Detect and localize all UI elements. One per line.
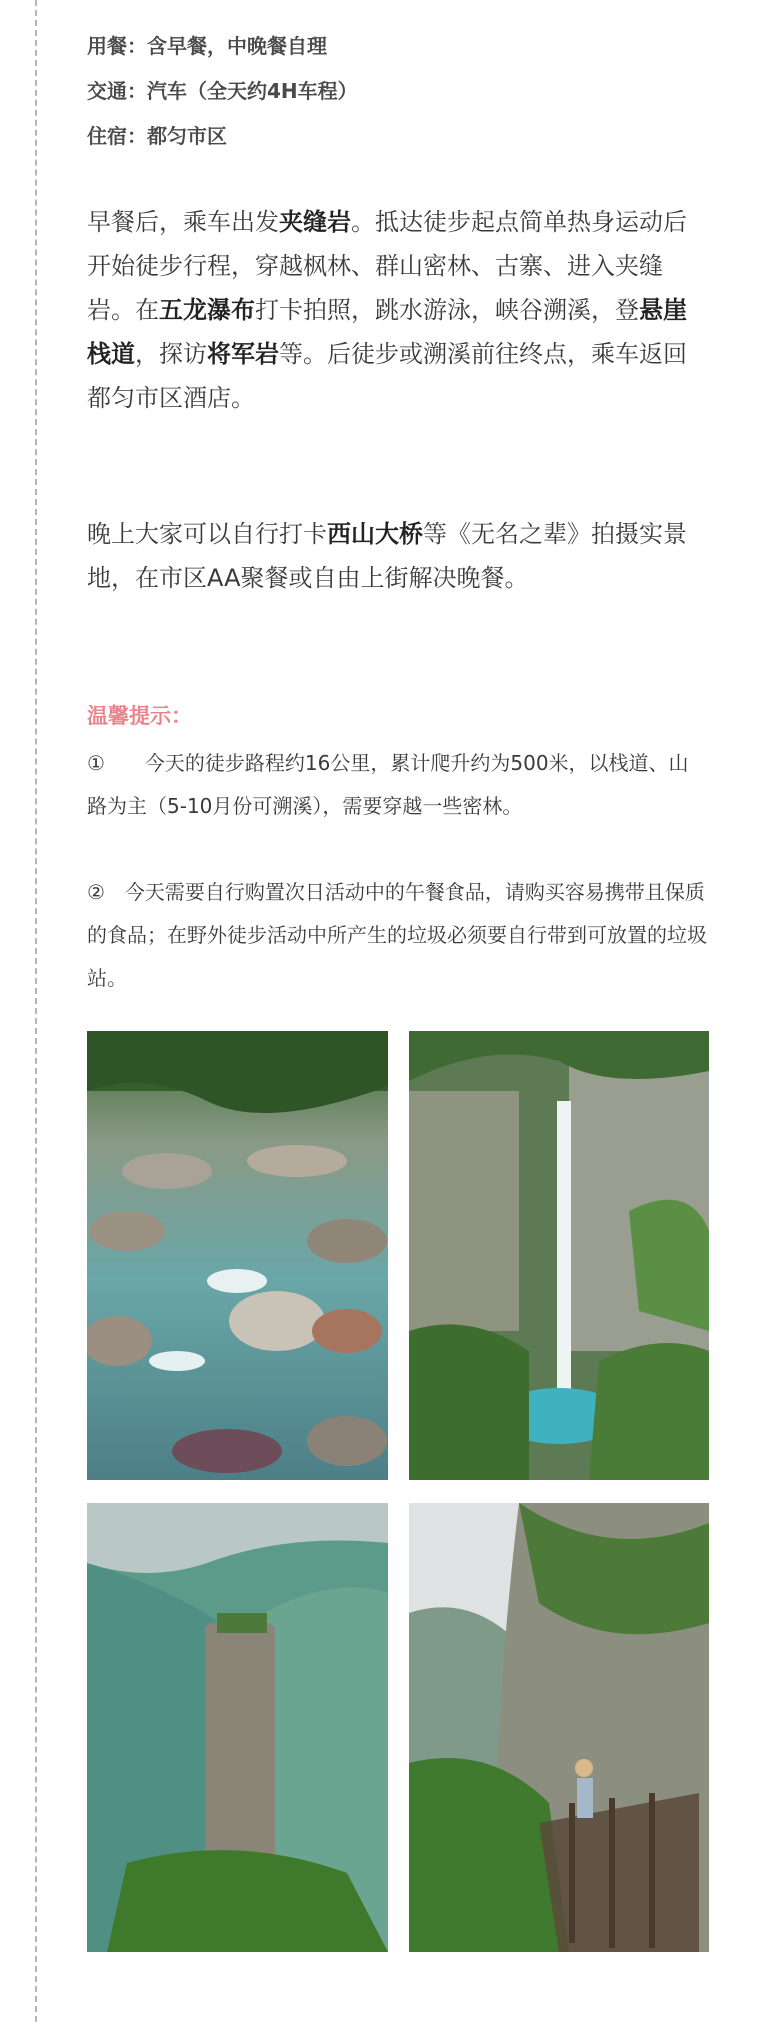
evening-paragraph bbox=[87, 512, 707, 600]
day-description-paragraph bbox=[87, 200, 707, 420]
river-stream-photo bbox=[87, 1031, 388, 1480]
highlight-jiafengyan: 夹缝岩 bbox=[279, 208, 351, 236]
tip-item-1: ① 今天的徒步路程约16公里，累计爬升约为500米，以栈道、山路为主（5-10月份可溯溪），需要穿越一些密林。 bbox=[87, 751, 689, 818]
rock-pillar-photo bbox=[87, 1503, 388, 1952]
text-segment: 打卡拍照，跳水游泳，峡谷溯溪，登 bbox=[255, 296, 639, 324]
cliff-walkway-photo bbox=[409, 1503, 709, 1952]
text-segment: 晚上大家可以自行打卡 bbox=[87, 520, 327, 548]
timeline-dashed-line bbox=[35, 0, 37, 2022]
meals-info: 用餐：含早餐，中晚餐自理 bbox=[87, 34, 327, 58]
text-segment: 等。后徒步或溯溪前往终点，乘车返回都匀市区酒店。 bbox=[87, 340, 687, 412]
tips-title: 温馨提示： bbox=[87, 704, 192, 728]
highlight-general-rock: 将军岩 bbox=[207, 340, 279, 368]
text-segment: 早餐后，乘车出发 bbox=[87, 208, 279, 236]
highlight-wulong-waterfall: 五龙瀑布 bbox=[159, 296, 255, 324]
transport-info: 交通：汽车（全天约4H车程） bbox=[87, 79, 358, 103]
lodging-info: 住宿：都匀市区 bbox=[87, 124, 227, 148]
text-segment: 。抵达徒步起点简单热身运动后开始徒步行程，穿越枫林、群山密林、古寨、进入夹缝岩。在 bbox=[87, 208, 687, 324]
highlight-xishan-bridge: 西山大桥 bbox=[327, 520, 423, 548]
waterfall-photo bbox=[409, 1031, 709, 1480]
tip-item-2: ② 今天需要自行购置次日活动中的午餐食品，请购买容易携带且保质的食品；在野外徒步活动中所产生的垃圾必须要自行带到可放置的垃圾站。 bbox=[87, 880, 707, 990]
highlight-cliff-walkway: 悬崖栈道 bbox=[87, 296, 687, 368]
text-segment: ，探访 bbox=[135, 340, 207, 368]
text-segment: 等《无名之辈》拍摄实景地，在市区AA聚餐或自由上街解决晚餐。 bbox=[87, 520, 687, 592]
